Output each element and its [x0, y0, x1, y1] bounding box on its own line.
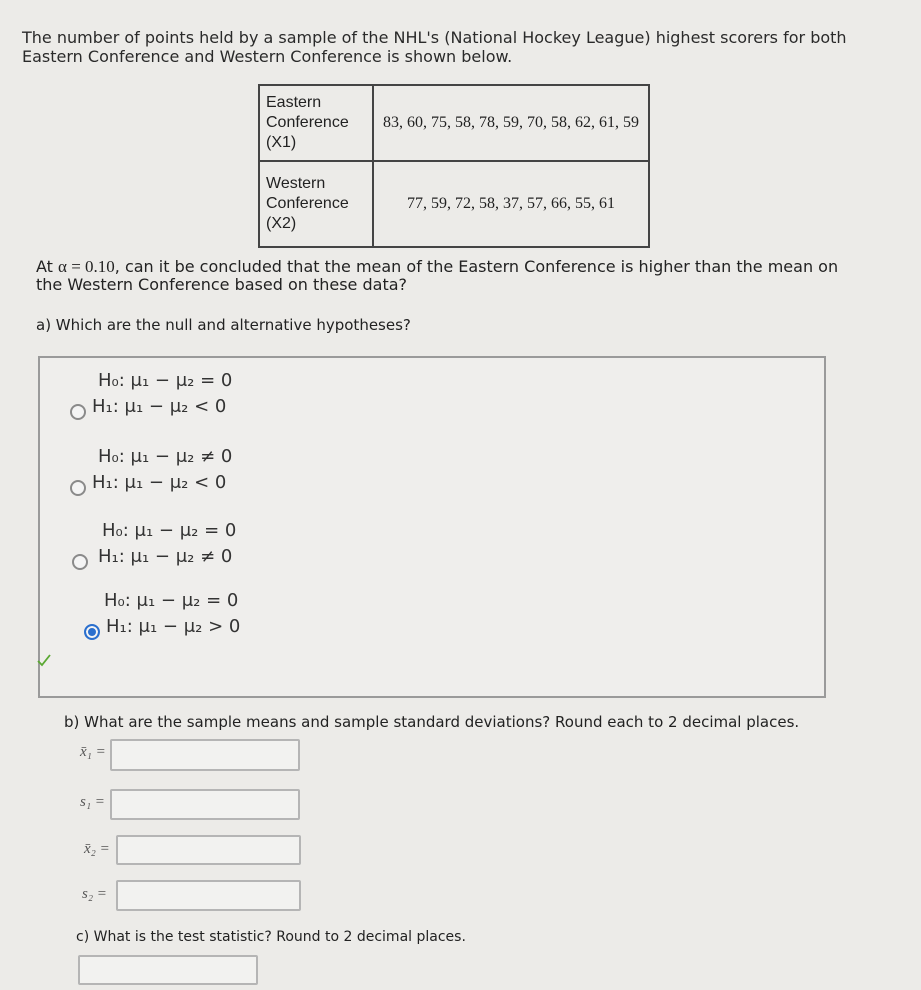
option-2-h0: H₀: μ₁ − μ₂ ≠ 0: [98, 446, 233, 467]
western-values: 77, 59, 72, 58, 37, 57, 66, 55, 61: [373, 161, 649, 247]
s2-label: s₂ =: [82, 886, 107, 902]
option-4-h0: H₀: μ₁ − μ₂ = 0: [104, 590, 239, 611]
part-a-prompt: a) Which are the null and alternative hypotheses?: [36, 316, 411, 334]
xbar2-input[interactable]: [116, 835, 301, 865]
eastern-label-line1: Eastern: [266, 94, 322, 111]
option-3-h0: H₀: μ₁ − μ₂ = 0: [102, 520, 237, 541]
radio-button-4-selected[interactable]: [84, 624, 100, 640]
check-icon: [36, 652, 52, 668]
radio-button-3[interactable]: [72, 554, 88, 570]
western-label-line1: Western: [266, 175, 326, 192]
test-statistic-input[interactable]: [78, 955, 258, 985]
question-suffix: , can it be concluded that the mean of the Eastern Conference is higher than the mean on the Western Conference based on these data?: [36, 257, 839, 294]
s1-label: s₁ =: [80, 794, 105, 810]
western-label-line2: Conference: [266, 195, 349, 212]
eastern-label-line3: (X1): [266, 134, 297, 151]
part-b-prompt: b) What are the sample means and sample standard deviations? Round each to 2 decimal places.: [64, 713, 800, 731]
xbar1-input[interactable]: [110, 739, 300, 771]
xbar2-label: x̄₂ =: [84, 841, 110, 857]
western-header: [259, 161, 373, 247]
western-label-line3: (X2): [266, 215, 297, 232]
eastern-header: [259, 85, 373, 161]
eastern-label-line2: Conference: [266, 114, 349, 131]
eastern-values: 83, 60, 75, 58, 78, 59, 70, 58, 62, 61, 59: [373, 85, 649, 161]
xbar1-label: x̄₁ =: [80, 744, 106, 760]
s1-input[interactable]: [110, 789, 300, 820]
part-c-prompt: c) What is the test statistic? Round to 2 decimal places.: [76, 929, 466, 945]
data-table: [258, 84, 650, 248]
radio-button-1[interactable]: [70, 404, 86, 420]
option-3-h1: H₁: μ₁ − μ₂ ≠ 0: [98, 546, 233, 567]
table-row-western: [259, 161, 649, 247]
option-4-h1: H₁: μ₁ − μ₂ > 0: [106, 616, 241, 637]
s2-input[interactable]: [116, 880, 301, 911]
option-1-h1: H₁: μ₁ − μ₂ < 0: [92, 396, 227, 417]
option-1-h0: H₀: μ₁ − μ₂ = 0: [98, 370, 233, 391]
hypothesis-answer-box: [38, 356, 826, 698]
problem-intro: The number of points held by a sample of the NHL's (National Hockey League) highest scorers for both Eastern Conference and Western Conference is shown below.: [22, 28, 847, 66]
radio-button-2[interactable]: [70, 480, 86, 496]
alpha-value: α = 0.10: [58, 257, 115, 276]
question-text: [36, 258, 866, 294]
option-2-h1: H₁: μ₁ − μ₂ < 0: [92, 472, 227, 493]
table-row-eastern: [259, 85, 649, 161]
question-prefix: At: [36, 257, 59, 276]
